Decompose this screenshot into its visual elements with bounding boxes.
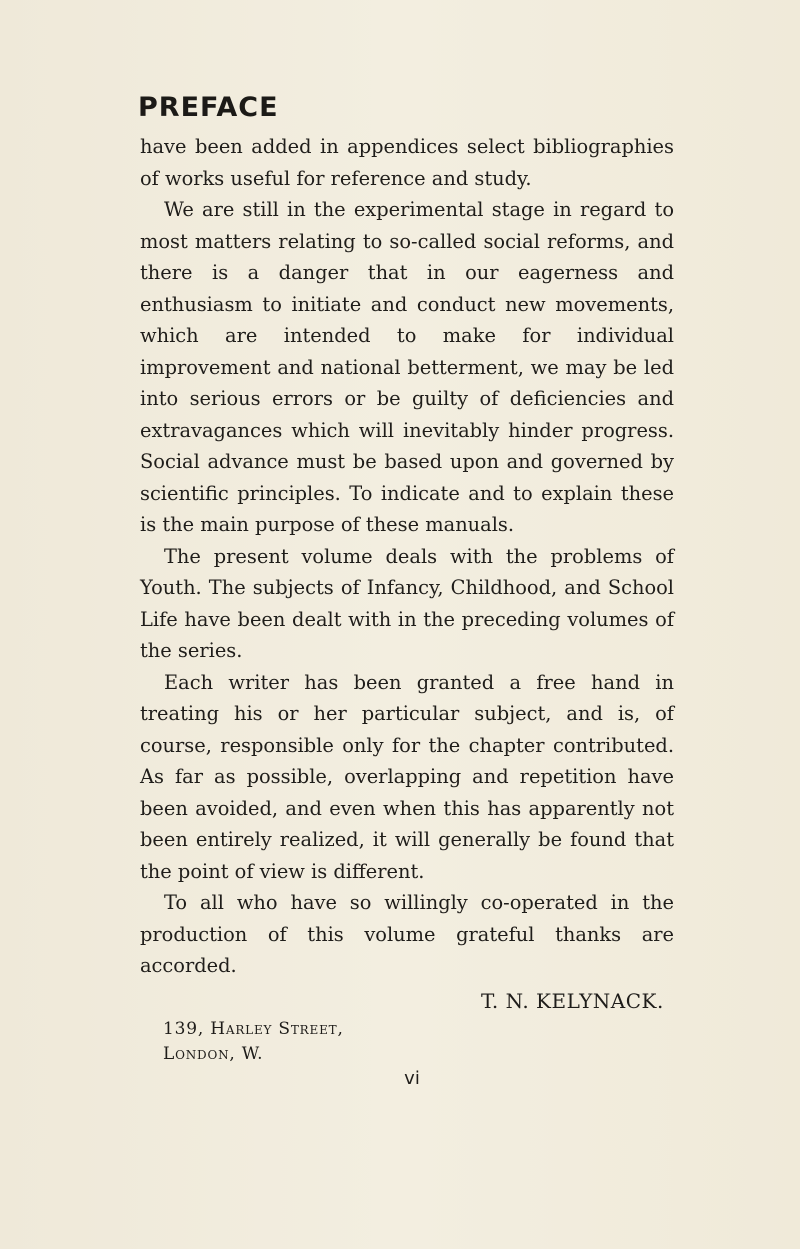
address-line: London, W. [163, 1044, 264, 1064]
address-line: 139, Harley Street, [163, 1019, 344, 1039]
paragraph: The present volume deals with the problems of Youth. The subjects of Infancy, Childhood, and School Life have been dealt with in the preceding volumes of the series. [140, 544, 674, 662]
body-text [140, 131, 674, 982]
address [163, 1017, 344, 1067]
paragraph: Each writer has been granted a free hand in treating his or her particular subject, and is, of course, responsible only for the chapter contributed. As far as possible, overlapping and repetition have been avoided, and even when this has apparently not been entirely realized, it will generally be found that the point of view is different. [140, 670, 674, 883]
paragraph: To all who have so willingly co-operated in the production of this volume grateful thanks are accorded. [140, 891, 674, 977]
page-number: vi [404, 1068, 420, 1089]
paragraph: We are still in the experimental stage in regard to most matters relating to so-called social reforms, and there is a danger that in our eagerness and enthusiasm to initiate and conduct new movements, which are intended to make for individual improvement and national betterment, we may be led into serious errors or be guilty of deficiencies and extravagances which will inevitably hinder progress. Social advance must be based upon and governed by scientific principles. To indicate and to explain these is the main purpose of these manuals. [140, 198, 674, 536]
paragraph: have been added in appendices select bibliographies of works useful for reference and study. [140, 135, 674, 190]
running-head: PREFACE [138, 92, 279, 123]
signature: T. N. KELYNACK. [481, 989, 664, 1013]
